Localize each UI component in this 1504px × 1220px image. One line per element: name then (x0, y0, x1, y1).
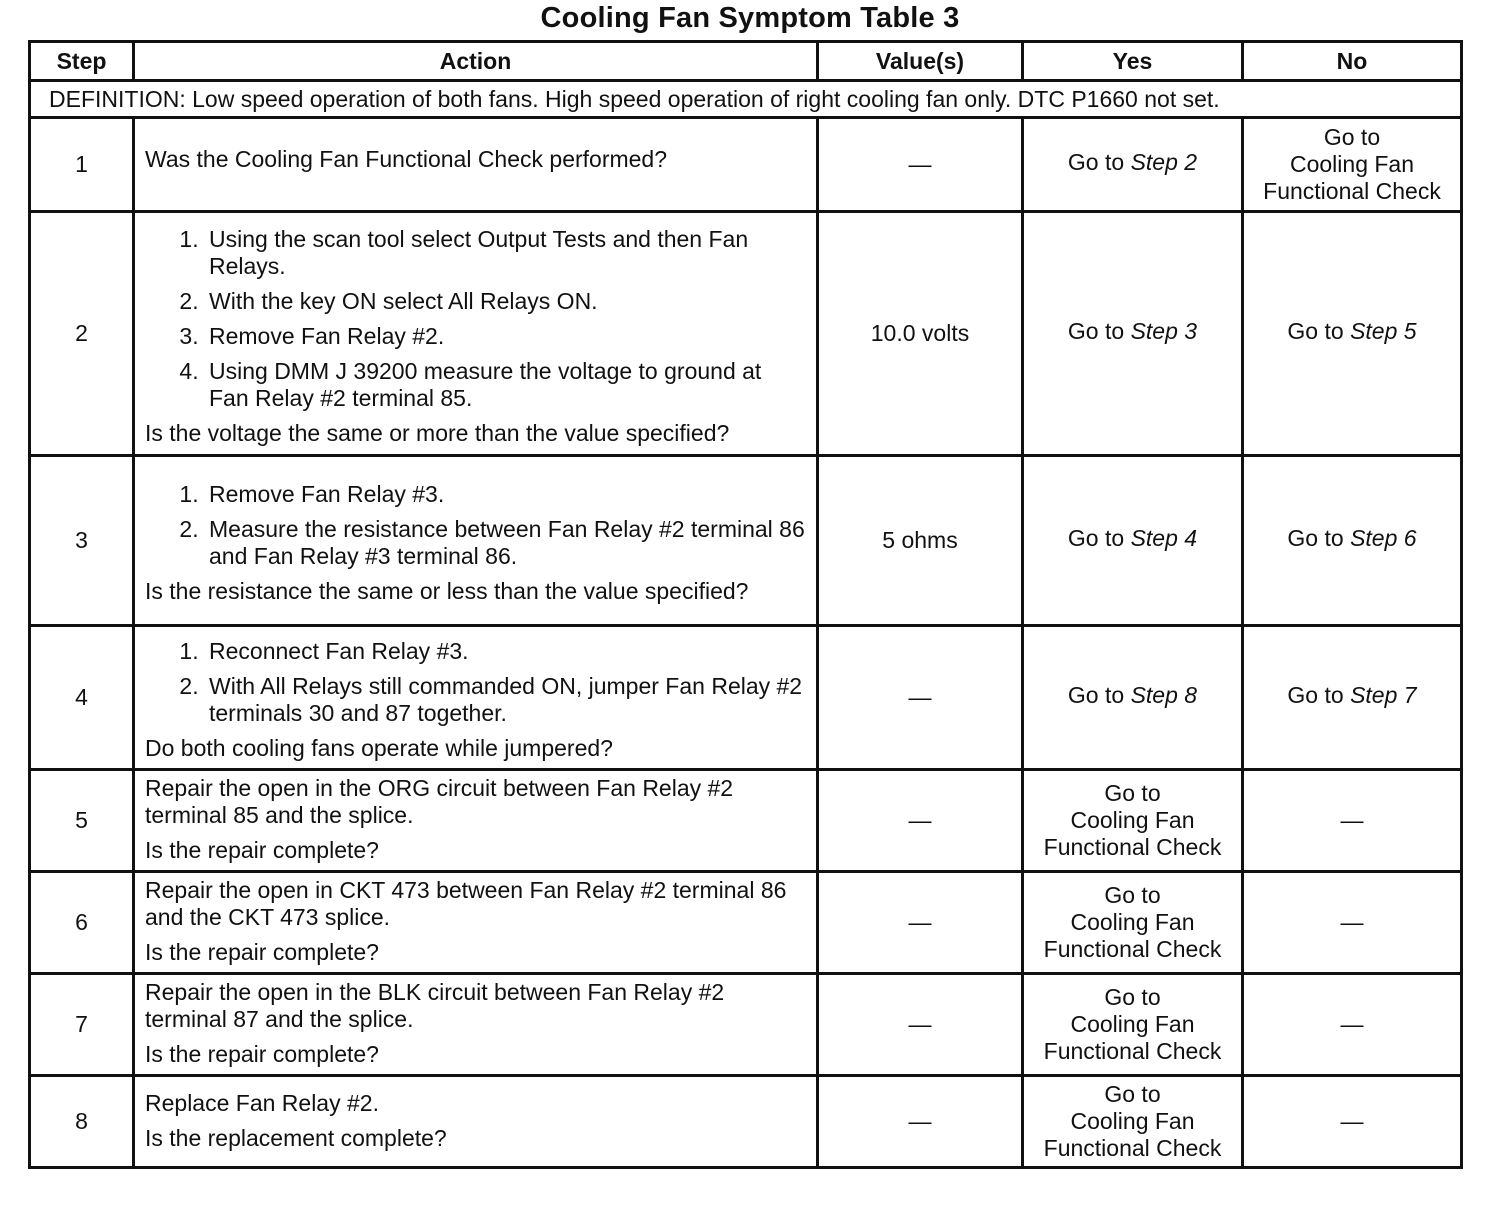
goto-step-link: Step 3 (1130, 318, 1198, 344)
header-no: No (1243, 42, 1462, 81)
action-steps-list (145, 638, 806, 727)
action-steps-list (145, 481, 806, 570)
action-question: Is the resistance the same or less than the value specified? (145, 577, 749, 604)
yes-line: Functional Check (1043, 1135, 1222, 1161)
list-item: 1. Reconnect Fan Relay #3. (205, 638, 806, 665)
yes-line: Go to (1104, 882, 1161, 908)
action-text: Repair the open in the BLK circuit between Fan Relay #2 terminal 87 and the splice. (145, 979, 725, 1032)
yes-line: Cooling Fan (1070, 1011, 1195, 1037)
yes-line: Functional Check (1043, 936, 1222, 962)
action-text: Was the Cooling Fan Functional Check performed? (145, 146, 668, 172)
action-text: Replace Fan Relay #2. (145, 1089, 379, 1116)
action-question: Is the repair complete? (145, 1041, 379, 1067)
action-steps-list (145, 226, 806, 412)
no-cell: — (1243, 872, 1462, 974)
yes-cell (1023, 1076, 1243, 1168)
definition-row (30, 81, 1462, 118)
action-question: Is the replacement complete? (145, 1124, 447, 1151)
goto-step-link: Step 2 (1130, 149, 1198, 175)
list-item: 2. With All Relays still commanded ON, jumper Fan Relay #2 terminals 30 and 87 together. (205, 673, 806, 727)
goto-step-link: Step 4 (1130, 525, 1198, 551)
goto-label: Go to (1287, 525, 1344, 551)
no-cell: — (1243, 974, 1462, 1076)
header-values: Value(s) (818, 42, 1023, 81)
action-cell (134, 1076, 818, 1168)
value-cell: — (818, 118, 1023, 212)
list-item: 4. Using DMM J 39200 measure the voltage to ground at Fan Relay #2 terminal 85. (205, 358, 806, 412)
action-cell (134, 118, 818, 212)
yes-line: Cooling Fan (1070, 807, 1195, 833)
yes-line: Go to (1104, 984, 1161, 1010)
goto-step-link: Step 5 (1350, 318, 1417, 344)
action-cell (134, 872, 818, 974)
no-cell: — (1243, 1076, 1462, 1168)
yes-cell (1023, 872, 1243, 974)
goto-step-link: Step 7 (1350, 682, 1417, 708)
action-text: Repair the open in CKT 473 between Fan Relay #2 terminal 86 and the CKT 473 splice. (145, 877, 787, 930)
step-number: 7 (30, 974, 134, 1076)
no-line: Cooling Fan (1289, 151, 1415, 177)
list-item: 2. With the key ON select All Relays ON. (205, 288, 806, 315)
action-cell (134, 626, 818, 770)
action-text: Repair the open in the ORG circuit between Fan Relay #2 terminal 85 and the splice. (145, 775, 734, 828)
goto-label: Go to (1067, 525, 1125, 551)
yes-cell (1023, 118, 1243, 212)
no-line: Functional Check (1263, 178, 1441, 204)
step-number: 4 (30, 626, 134, 770)
table-row (30, 872, 1462, 974)
step-number: 3 (30, 456, 134, 626)
action-question: Is the voltage the same or more than the value specified? (145, 420, 730, 446)
step-number: 2 (30, 212, 134, 456)
goto-step-link: Step 8 (1130, 682, 1198, 708)
header-action: Action (134, 42, 818, 81)
action-question: Do both cooling fans operate while jumpered? (145, 734, 613, 761)
yes-line: Cooling Fan (1070, 1108, 1195, 1134)
no-cell (1243, 118, 1462, 212)
goto-step-link: Step 6 (1350, 525, 1417, 551)
definition-text: DEFINITION: Low speed operation of both fans. High speed operation of right cooling fan only. DTC P1660 not set. (30, 81, 1462, 118)
table-row (30, 770, 1462, 872)
step-number: 5 (30, 770, 134, 872)
yes-line: Cooling Fan (1070, 909, 1195, 935)
table-row (30, 212, 1462, 456)
goto-label: Go to (1067, 318, 1125, 344)
no-line: Go to (1323, 124, 1381, 150)
no-cell: — (1243, 770, 1462, 872)
action-question: Is the repair complete? (145, 837, 379, 863)
goto-label: Go to (1287, 318, 1344, 344)
table-row (30, 456, 1462, 626)
goto-label: Go to (1067, 682, 1125, 708)
yes-line: Go to (1104, 1081, 1161, 1107)
table-row (30, 118, 1462, 212)
list-item: 1. Remove Fan Relay #3. (205, 481, 806, 508)
value-cell: — (818, 626, 1023, 770)
step-number: 1 (30, 118, 134, 212)
table-row (30, 626, 1462, 770)
no-cell (1243, 626, 1462, 770)
goto-label: Go to (1287, 682, 1344, 708)
yes-cell (1023, 770, 1243, 872)
value-cell: 10.0 volts (818, 212, 1023, 456)
list-item: 2. Measure the resistance between Fan Relay #2 terminal 86 and Fan Relay #3 terminal 86. (205, 516, 806, 570)
no-cell (1243, 212, 1462, 456)
header-step: Step (30, 42, 134, 81)
value-cell: — (818, 1076, 1023, 1168)
step-number: 8 (30, 1076, 134, 1168)
page-title: Cooling Fan Symptom Table 3 (540, 2, 960, 34)
action-cell (134, 456, 818, 626)
yes-cell (1023, 974, 1243, 1076)
goto-label: Go to (1067, 149, 1125, 175)
value-cell: — (818, 770, 1023, 872)
list-item: 1. Using the scan tool select Output Tests and then Fan Relays. (205, 226, 806, 280)
no-cell (1243, 456, 1462, 626)
action-cell (134, 974, 818, 1076)
yes-cell (1023, 626, 1243, 770)
value-cell: 5 ohms (818, 456, 1023, 626)
header-yes: Yes (1023, 42, 1243, 81)
yes-line: Functional Check (1043, 1038, 1222, 1064)
list-item: 3. Remove Fan Relay #2. (205, 323, 806, 350)
action-question: Is the repair complete? (145, 939, 379, 965)
value-cell: — (818, 872, 1023, 974)
value-cell: — (818, 974, 1023, 1076)
symptom-table (28, 40, 1463, 1169)
step-number: 6 (30, 872, 134, 974)
yes-cell (1023, 212, 1243, 456)
action-cell (134, 212, 818, 456)
yes-line: Functional Check (1043, 834, 1222, 860)
yes-cell (1023, 456, 1243, 626)
table-row (30, 974, 1462, 1076)
yes-line: Go to (1104, 780, 1161, 806)
action-cell (134, 770, 818, 872)
table-row (30, 1076, 1462, 1168)
header-row (30, 42, 1462, 81)
